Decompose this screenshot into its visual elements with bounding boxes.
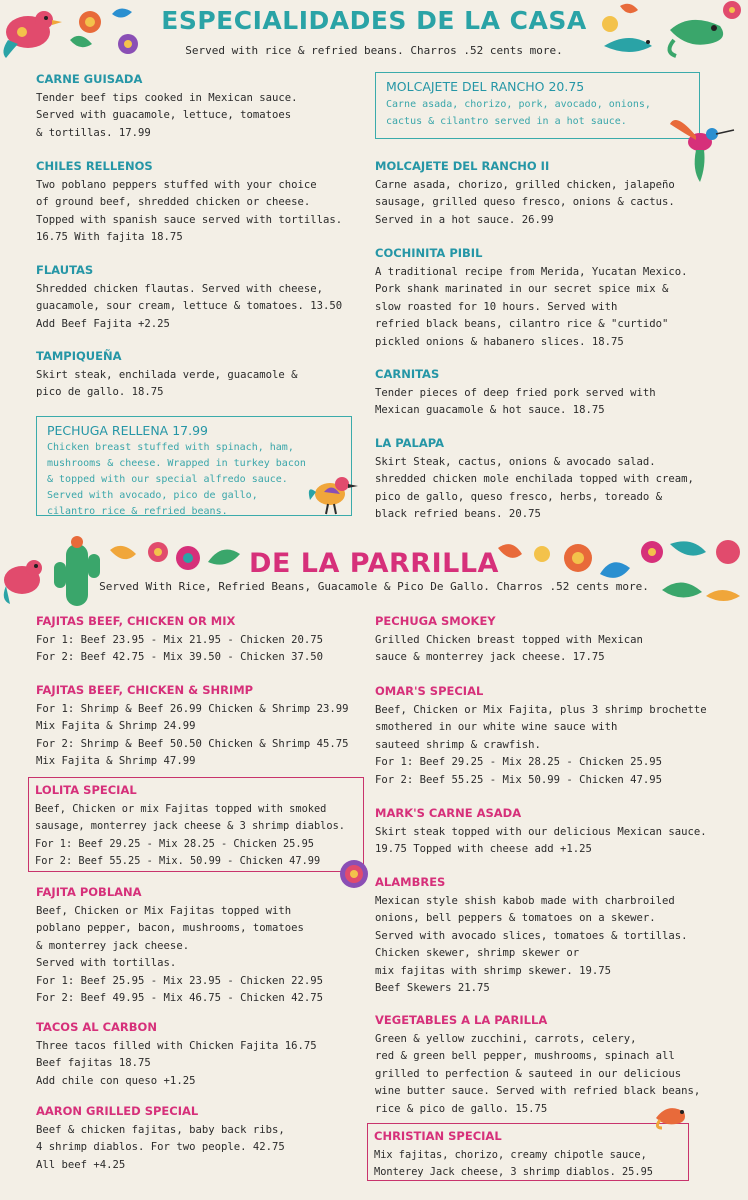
menu-item-tampiquena: [36, 349, 381, 402]
item-name: AARON GRILLED SPECIAL: [36, 1104, 199, 1118]
item-title: PECHUGA RELLENA: [47, 423, 169, 438]
menu-item-christian-special: [367, 1123, 689, 1181]
item-name: MARK'S CARNE ASADA: [375, 806, 522, 820]
menu-item-pechuga-rellena: [36, 416, 352, 516]
item-name: OMAR'S SPECIAL: [375, 684, 484, 698]
item-description: Mexican style shish kabob made with charbroiled onions, bell peppers & tomatoes on a skewer. Served with avocado slices, tomatoes & tortillas. Chicken skewer, shrimp skewer or mix fajitas with shrimp skewer. 19.75 Beef Skewers 21.75: [375, 895, 688, 995]
item-name: ALAMBRES: [375, 875, 446, 889]
item-description: Beef & chicken fajitas, baby back ribs, 4 shrimp diablos. For two people. 42.75 All beef +4.25: [36, 1124, 285, 1171]
item-name: TACOS AL CARBON: [36, 1020, 157, 1034]
item-title: MOLCAJETE DEL RANCHO: [386, 79, 545, 94]
section-title-especialidades: ESPECIALIDADES DE LA CASA: [161, 6, 587, 35]
menu-item-carne-guisada: [36, 72, 381, 142]
menu-item-fajitas-mix: [36, 614, 381, 667]
menu-item-la-palapa: [375, 436, 735, 524]
menu-item-molcajete: [375, 72, 700, 139]
item-name: [386, 79, 689, 94]
item-description: Grilled Chicken breast topped with Mexican sauce & monterrey jack cheese. 17.75: [375, 634, 643, 664]
menu-item-marks-carne-asada: [375, 806, 740, 859]
menu-item-chiles-rellenos: [36, 159, 381, 247]
item-description: Beef, Chicken or Mix Fajitas topped with poblano pepper, bacon, mushrooms, tomatoes & monterrey jack cheese. Served with tortillas. For 1: Beef 25.95 - Mix 23.95 - Chicken 22.95 For 2: Beef 49.95 - Mix 46.75 - Chicken 42.75: [36, 905, 324, 1005]
item-name: FAJITAS BEEF, CHICKEN & SHRIMP: [36, 683, 254, 697]
item-name: LOLITA SPECIAL: [35, 783, 137, 797]
item-description: Chicken breast stuffed with spinach, ham, mushrooms & cheese. Wrapped in turkey bacon & topped with our special alfredo sauce. Served with avocado, pico de gallo, cilantro rice & refried beans.: [47, 442, 306, 517]
item-description: Three tacos filled with Chicken Fajita 16.75 Beef fajitas 18.75 Add chile con queso +1.25: [36, 1040, 317, 1087]
menu-item-cochinita-pibil: [375, 246, 735, 351]
item-price: 17.99: [172, 423, 209, 438]
item-name: FLAUTAS: [36, 263, 94, 277]
menu-item-pechuga-smokey: [375, 614, 735, 667]
item-name: FAJITA POBLANA: [36, 885, 142, 899]
item-name: CHILES RELLENOS: [36, 159, 153, 173]
menu-item-flautas: [36, 263, 381, 333]
item-description: Beef, Chicken or Mix Fajita, plus 3 shrimp brochette smothered in our white wine sauce with sauteed shrimp & crawfish. For 1: Beef 29.25 - Mix 28.25 - Chicken 25.95 For 2: Beef 55.25 - Mix 50.99 - Chicken 47.95: [375, 704, 707, 786]
item-name: FAJITAS BEEF, CHICKEN OR MIX: [36, 614, 236, 628]
item-name: [47, 423, 341, 438]
item-price: 20.75: [548, 79, 585, 94]
menu-item-molcajete-ii: [375, 159, 735, 229]
item-description: For 1: Beef 23.95 - Mix 21.95 - Chicken 20.75 For 2: Beef 42.75 - Mix 39.50 - Chicken 37.50: [36, 634, 324, 664]
item-description: Shredded chicken flautas. Served with cheese, guacamole, sour cream, lettuce & tomatoes. 13.50 Add Beef Fajita +2.25: [36, 283, 343, 330]
item-description: Tender pieces of deep fried pork served with Mexican guacamole & hot sauce. 18.75: [375, 387, 656, 417]
chameleon-icon: [652, 1100, 692, 1130]
item-name: CARNE GUISADA: [36, 72, 143, 86]
item-description: Skirt steak, enchilada verde, guacamole & pico de gallo. 18.75: [36, 369, 298, 399]
bird-icon: [306, 470, 364, 516]
item-name: LA PALAPA: [375, 436, 445, 450]
menu-item-omars-special: [375, 684, 740, 789]
section-subtitle-de-la-parrilla: Served With Rice, Refried Beans, Guacamole & Pico De Gallo. Charros .52 cents more.: [99, 580, 649, 593]
menu-item-lolita-special: [28, 777, 364, 872]
menu-item-alambres: [375, 875, 735, 997]
section-title-de-la-parrilla: DE LA PARRILLA: [249, 548, 499, 579]
item-name: PECHUGA SMOKEY: [375, 614, 496, 628]
item-description: Beef, Chicken or mix Fajitas topped with smoked sausage, monterrey jack cheese & 3 shrimp diablos. For 1: Beef 29.25 - Mix 28.25 - Chicken 25.95 For 2: Beef 55.25 - Mix. 50.99 - Chicken 47.99: [35, 803, 345, 868]
menu-item-fajitas-shrimp: [36, 683, 381, 771]
item-description: For 1: Shrimp & Beef 26.99 Chicken & Shrimp 23.99 Mix Fajita & Shrimp 24.99 For 2: Shrimp & Beef 50.50 Chicken & Shrimp 45.75 Mix Fajita & Shrimp 47.99: [36, 703, 349, 768]
menu-item-carnitas: [375, 367, 735, 420]
item-description: Green & yellow zucchini, carrots, celery, red & green bell pepper, mushrooms, spinach all grilled to perfection & sauteed in our delicious wine butter sauce. Served with refried black beans, rice & pico de gallo. 15.75: [375, 1033, 701, 1115]
item-description: A traditional recipe from Merida, Yucatan Mexico. Pork shank marinated in our secret spice mix & slow roasted for 10 hours. Served with refried black beans, cilantro rice & "curtido" pickled onions & habanero slices. 18.75: [375, 266, 688, 348]
item-description: Carne asada, chorizo, pork, avocado, onions, cactus & cilantro served in a hot sauce.: [386, 99, 651, 128]
menu-item-fajita-poblana: [36, 885, 381, 1007]
section-subtitle-especialidades: Served with rice & refried beans. Charros .52 cents more.: [185, 44, 563, 57]
item-description: Tender beef tips cooked in Mexican sauce. Served with guacamole, lettuce, tomatoes & tortillas. 17.99: [36, 92, 298, 139]
item-description: Two poblano peppers stuffed with your choice of ground beef, shredded chicken or cheese. Topped with spanish sauce served with tortillas. 16.75 With fajita 18.75: [36, 179, 343, 244]
menu-item-aaron-grilled-special: [36, 1104, 381, 1174]
item-description: Mix fajitas, chorizo, creamy chipotle sauce, Monterey Jack cheese, 3 shrimp diablos. 25.95: [374, 1149, 653, 1179]
item-name: TAMPIQUEÑA: [36, 349, 122, 363]
item-description: Carne asada, chorizo, grilled chicken, jalapeño sausage, grilled queso fresco, onions & cactus. Served in a hot sauce. 26.99: [375, 179, 675, 226]
menu-item-tacos-al-carbon: [36, 1020, 381, 1090]
item-description: Skirt steak topped with our delicious Mexican sauce. 19.75 Topped with cheese add +1.25: [375, 826, 707, 856]
item-name: MOLCAJETE DEL RANCHO II: [375, 159, 550, 173]
item-name: VEGETABLES A LA PARILLA: [375, 1013, 548, 1027]
item-description: Skirt Steak, cactus, onions & avocado salad. shredded chicken mole enchilada topped with cream, pico de gallo, queso fresco, herbs, toreado & black refried beans. 20.75: [375, 456, 694, 521]
item-name: COCHINITA PIBIL: [375, 246, 483, 260]
item-name: CHRISTIAN SPECIAL: [374, 1129, 502, 1143]
item-name: CARNITAS: [375, 367, 440, 381]
